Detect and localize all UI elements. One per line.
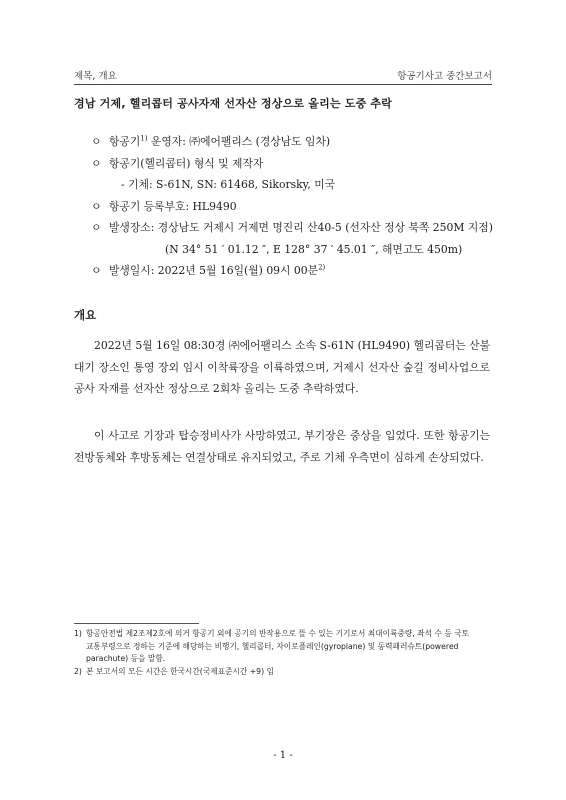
operator-value: 운영자: ㈜에어팰리스 (경상남도 임차) [147,135,331,148]
footnote-1-line-3: parachute) 등을 말함. [86,654,166,663]
info-coordinates: (N 34° 51 ′ 01.12 ″, E 128° 37 ′ 45.01 ″, 해면고도 450m) [165,242,463,256]
footnote-1-line-2: 교통부령으로 정하는 기준에 해당하는 비행기, 헬리콥터, 자이로플레인(gyroplane) 및 동력패러슈트(powered [86,641,459,651]
header-right: 항공기사고 중간보고서 [397,71,492,82]
info-item-registration [91,196,493,218]
info-item-location [91,217,493,239]
footnote-ref-1[interactable]: 1) [140,134,148,143]
overview-paragraph-2 [74,425,490,468]
overview-paragraph-1 [74,335,490,400]
bullet-icon: ㅇ [91,135,102,148]
paragraph-2-text: 이 사고로 기장과 탑승정비사가 사망하였고, 부기장은 중상을 입었다. 또한 항공기는 전방동체와 후방동체는 연결상태로 유지되었고, 주로 기체 우측면이 심하게 손상되었다. [74,429,490,464]
header-rule [74,84,492,85]
footnote-rule [74,623,199,624]
footnote-1-number: 1) [74,629,82,638]
location-text: 발생장소: 경상남도 거제시 거제면 명진리 산40-5 (선자산 정상 북쪽 250M 지점) [109,221,493,234]
section-heading-overview: 개요 [74,308,97,322]
type-label: 항공기(헬리콥터) 형식 및 제작자 [109,156,264,170]
bullet-icon: ㅇ [91,156,102,170]
footnote-1-line-1: 항공안전법 제2조제2호에 의거 항공기 외에 공기의 반작용으로 뜰 수 있는 기기로서 최대이륙중량, 좌석 수 등 국토 [86,629,470,638]
footnote-1 [74,628,494,666]
registration-text: 항공기 등록부호: HL9490 [109,199,237,213]
report-title: 경남 거제, 헬리콥터 공사자재 선자산 정상으로 올리는 도중 추락 [74,97,393,110]
datetime-text: 발생일시: 2022년 5월 16일(월) 09시 00분 [109,264,319,277]
page-number: - 1 - [273,750,293,761]
footnote-2-number: 2) [74,667,82,676]
info-item-operator [91,131,493,153]
info-item-type [91,153,493,175]
info-subitem-aircraft: - 기체: S-61N, SN: 61468, Sikorsky, 미국 [121,178,336,191]
footnote-ref-2[interactable]: 2) [318,263,326,272]
summary-info-list [91,131,493,282]
info-item-datetime [91,260,493,282]
bullet-icon: ㅇ [91,264,102,277]
operator-label: 항공기 [109,135,141,148]
paragraph-1-text: 2022년 5월 16일 08:30경 ㈜에어팰리스 소속 S-61N (HL9490) 헬리콥터는 산불대기 장소인 통영 장외 임시 이착륙장을 이륙하였으며, 거제시 선자산 숲길 정비사업으로 공사 자재를 선자산 정상으로 2회차 올리는 도중 추락하였다. [74,339,490,395]
footnote-2 [74,666,494,679]
running-header [74,68,492,82]
footnote-2-text: 본 보고서의 모든 시간은 한국시간(국제표준시간 +9) 임 [86,667,274,676]
bullet-icon: ㅇ [91,221,102,234]
bullet-icon: ㅇ [91,199,102,213]
header-left: 제목, 개요 [74,71,117,82]
